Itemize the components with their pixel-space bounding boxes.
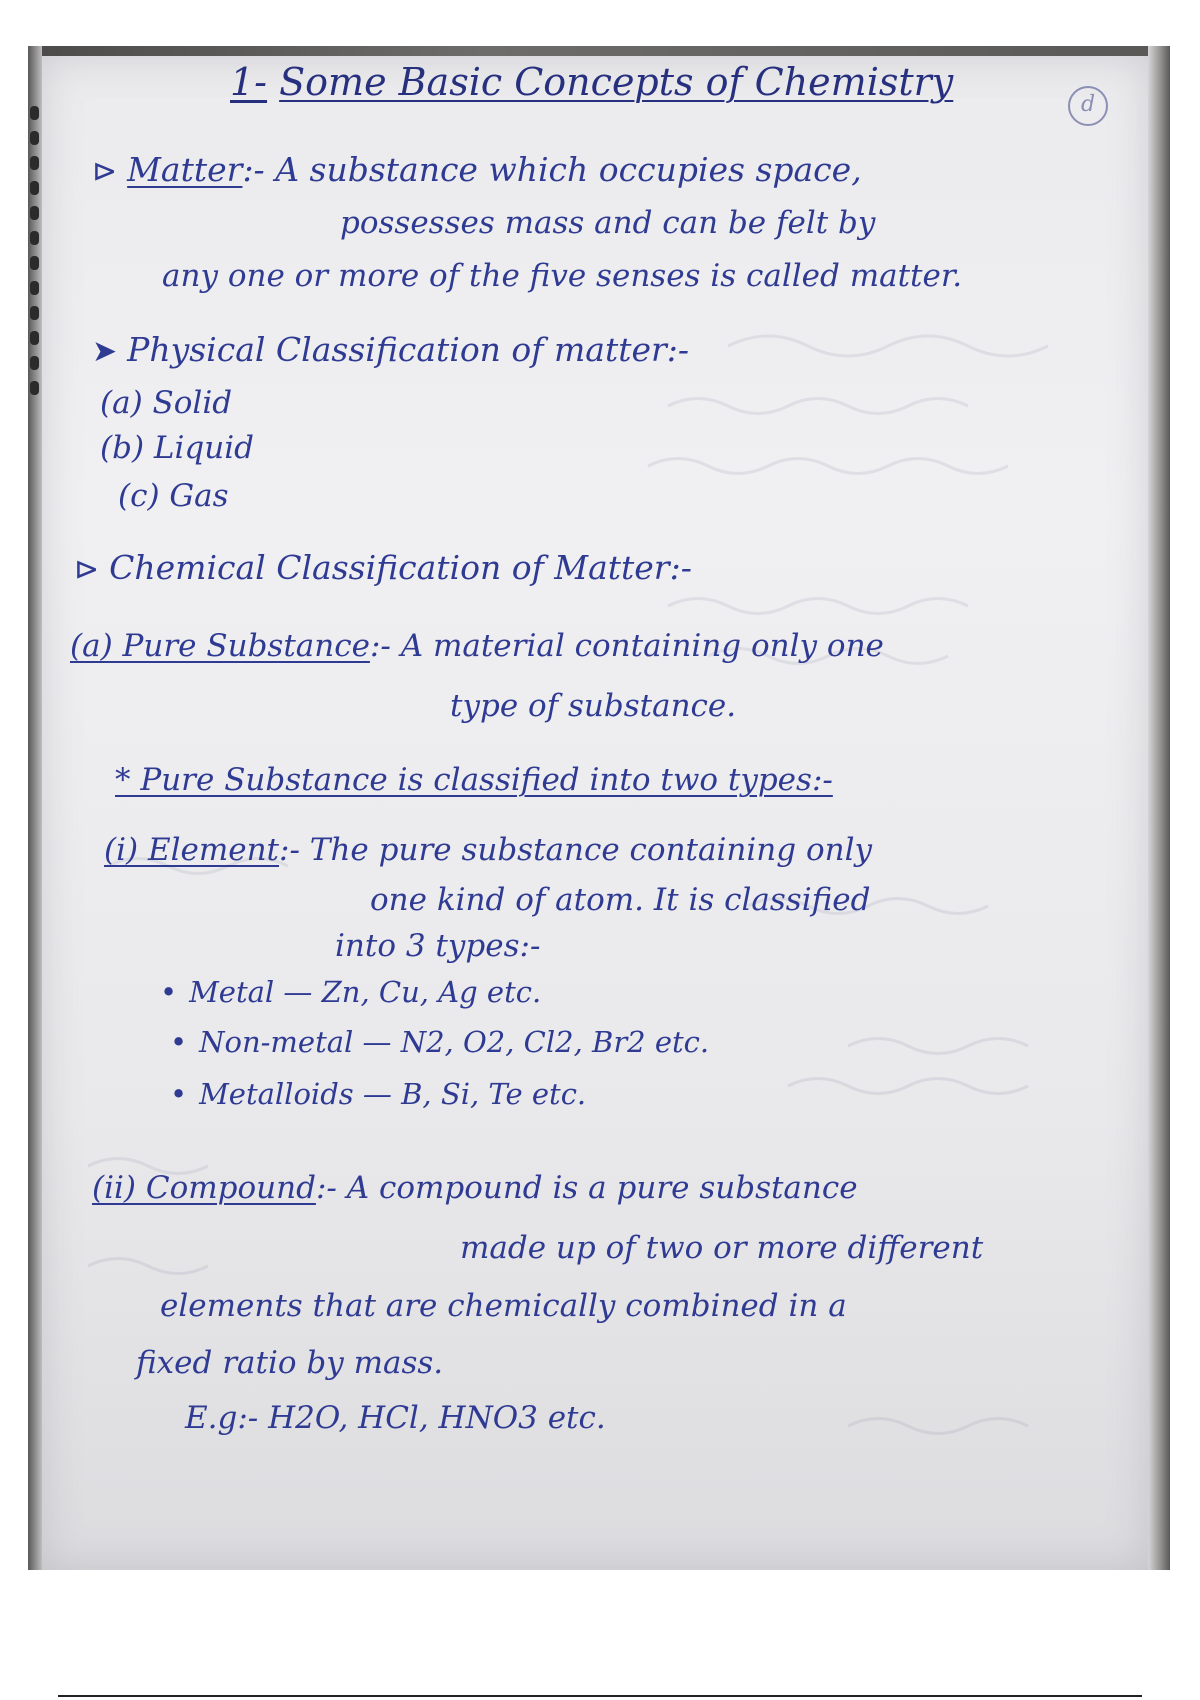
compound-definition-1: :- A compound is a pure substance xyxy=(315,1170,858,1206)
element-definition-1: :- The pure substance containing only xyxy=(279,832,872,868)
bottom-rule xyxy=(58,1695,1142,1697)
bullet-dot-icon: • xyxy=(170,1025,188,1059)
arrow-bullet-icon: ⊳ xyxy=(74,552,100,587)
element-definition-2: one kind of atom. It is classified xyxy=(370,882,871,918)
physical-heading-line xyxy=(92,330,689,369)
compound-line-1 xyxy=(92,1170,858,1206)
matter-line-1 xyxy=(92,150,862,189)
arrow-bullet-icon: ⊳ xyxy=(92,154,118,189)
nonmetal-line xyxy=(170,1025,709,1059)
compound-example: E.g:- H2O, HCl, HNO3 etc. xyxy=(185,1400,606,1436)
metal-line xyxy=(160,975,541,1009)
pure-substance-definition-2: type of substance. xyxy=(450,688,737,724)
matter-definition-2: possesses mass and can be felt by xyxy=(340,205,876,241)
pure-substance-label: (a) Pure Substance xyxy=(70,628,370,664)
corner-mark: d xyxy=(1068,86,1108,126)
physical-item: (b) Liquid xyxy=(100,430,254,466)
chemical-heading: Chemical Classification of Matter:- xyxy=(109,548,692,587)
pure-substance-types: * Pure Substance is classified into two types:- xyxy=(115,762,833,798)
element-line-1 xyxy=(104,832,872,868)
pure-substance-definition-1: :- A material containing only one xyxy=(369,628,884,664)
title-text: Some Basic Concepts of Chemistry xyxy=(279,60,954,104)
element-label: (i) Element xyxy=(104,832,280,868)
arrow-bullet-icon: ➤ xyxy=(92,334,118,369)
page-title xyxy=(230,60,953,104)
chemical-heading-line xyxy=(74,548,692,587)
metalloid-text: Metalloids — B, Si, Te etc. xyxy=(199,1077,587,1111)
element-definition-3: into 3 types:- xyxy=(335,928,541,964)
matter-definition-3: any one or more of the five senses is called matter. xyxy=(162,258,963,294)
metal-text: Metal — Zn, Cu, Ag etc. xyxy=(189,975,542,1009)
pure-substance-line-1 xyxy=(70,628,884,664)
compound-definition-3: elements that are chemically combined in a xyxy=(160,1288,847,1324)
bullet-dot-icon: • xyxy=(160,975,178,1009)
matter-heading: Matter xyxy=(127,150,243,189)
title-number: 1- xyxy=(230,60,268,104)
physical-item: (a) Solid xyxy=(100,385,233,421)
compound-label: (ii) Compound xyxy=(92,1170,316,1206)
compound-definition-2: made up of two or more different xyxy=(460,1230,984,1266)
matter-definition-1: :- A substance which occupies space, xyxy=(242,150,862,189)
physical-item: (c) Gas xyxy=(118,478,229,514)
nonmetal-text: Non-metal — N2, O2, Cl2, Br2 etc. xyxy=(199,1025,710,1059)
bullet-dot-icon: • xyxy=(170,1077,188,1111)
metalloid-line xyxy=(170,1077,586,1111)
compound-definition-4: fixed ratio by mass. xyxy=(136,1345,444,1381)
physical-heading: Physical Classification of matter:- xyxy=(127,330,690,369)
